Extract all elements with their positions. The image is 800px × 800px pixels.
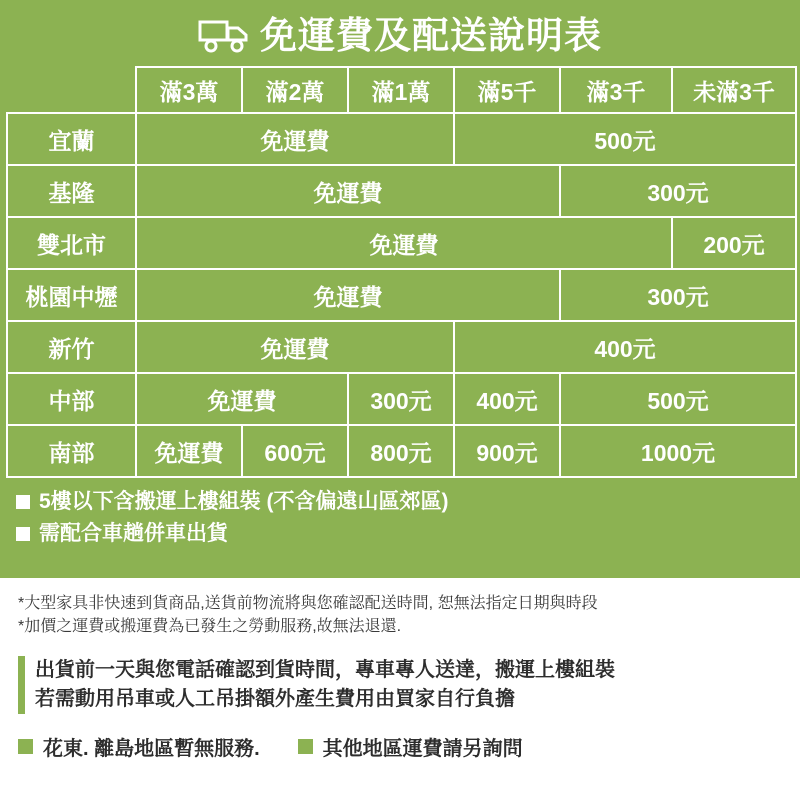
table-row-label: 基隆 [7, 165, 136, 217]
highlight-line: 出貨前一天與您電話確認到貨時間，專車專人送達，搬運上樓組裝 [35, 659, 615, 682]
vertical-bar-icon [18, 656, 25, 714]
table-col-header: 未滿3千 [672, 67, 796, 113]
page-title: 免運費及配送說明表 [260, 14, 602, 56]
table-cell: 500元 [454, 113, 796, 165]
footer-left-text: 花東. 離島地區暫無服務. [43, 738, 260, 761]
bullet-square-icon [16, 495, 30, 509]
table-col-header: 滿5千 [454, 67, 560, 113]
table-cell: 免運費 [136, 373, 348, 425]
highlight-block [18, 656, 782, 714]
table-col-header: 滿2萬 [242, 67, 348, 113]
table-cell: 500元 [560, 373, 796, 425]
table-row [7, 269, 796, 321]
list-item [16, 490, 800, 513]
table-row-label: 宜蘭 [7, 113, 136, 165]
table-col-header: 滿1萬 [348, 67, 454, 113]
table-cell: 免運費 [136, 113, 454, 165]
fine-print-line: *大型家具非快速到貨商品,送貨前物流將與您確認配送時間, 恕無法指定日期與時段 [18, 595, 598, 612]
list-item [16, 522, 800, 545]
highlight-line: 若需動用吊車或人工吊掛額外產生費用由買家自行負擔 [35, 688, 515, 711]
table-row [7, 165, 796, 217]
table-row-label: 中部 [7, 373, 136, 425]
table-cell: 免運費 [136, 217, 672, 269]
footer-right-text: 其他地區運費請另詢問 [322, 738, 523, 761]
table-cell: 800元 [348, 425, 454, 477]
table-cell: 300元 [348, 373, 454, 425]
bullet-square-icon [298, 739, 313, 754]
table-cell: 400元 [454, 321, 796, 373]
disclaimer-panel [0, 578, 800, 800]
poster-header [0, 0, 800, 66]
table-row-label: 南部 [7, 425, 136, 477]
table-row [7, 113, 796, 165]
table-cell: 1000元 [560, 425, 796, 477]
table-corner-cell [7, 67, 136, 113]
table-row [7, 321, 796, 373]
truck-icon [198, 16, 250, 54]
table-cell: 免運費 [136, 425, 242, 477]
table-cell: 300元 [560, 269, 796, 321]
footer-row [18, 732, 782, 761]
table-row [7, 373, 796, 425]
table-cell: 免運費 [136, 269, 560, 321]
table-row-label: 新竹 [7, 321, 136, 373]
table-cell: 200元 [672, 217, 796, 269]
bullet-square-icon [16, 527, 30, 541]
table-row [7, 425, 796, 477]
table-cell: 300元 [560, 165, 796, 217]
note-text: 5樓以下含搬運上樓組裝 (不含偏遠山區郊區) [39, 490, 449, 513]
table-cell: 600元 [242, 425, 348, 477]
table-cell: 900元 [454, 425, 560, 477]
table-col-header: 滿3萬 [136, 67, 242, 113]
table-col-header: 滿3千 [560, 67, 672, 113]
table-row [7, 217, 796, 269]
table-row-label: 雙北市 [7, 217, 136, 269]
table-row-label: 桃園中壢 [7, 269, 136, 321]
table-cell: 400元 [454, 373, 560, 425]
bullet-square-icon [18, 739, 33, 754]
table-cell: 免運費 [136, 321, 454, 373]
table-body [7, 113, 796, 477]
note-text: 需配合車趟併車出貨 [39, 522, 228, 546]
notes-list [0, 478, 800, 545]
table-header-row [7, 67, 796, 113]
shipping-fee-table [6, 66, 797, 478]
fine-print-line: *加價之運費或搬運費為已發生之勞動服務,故無法退還. [18, 618, 402, 636]
table-cell: 免運費 [136, 165, 560, 217]
shipping-table-wrapper [0, 66, 800, 478]
